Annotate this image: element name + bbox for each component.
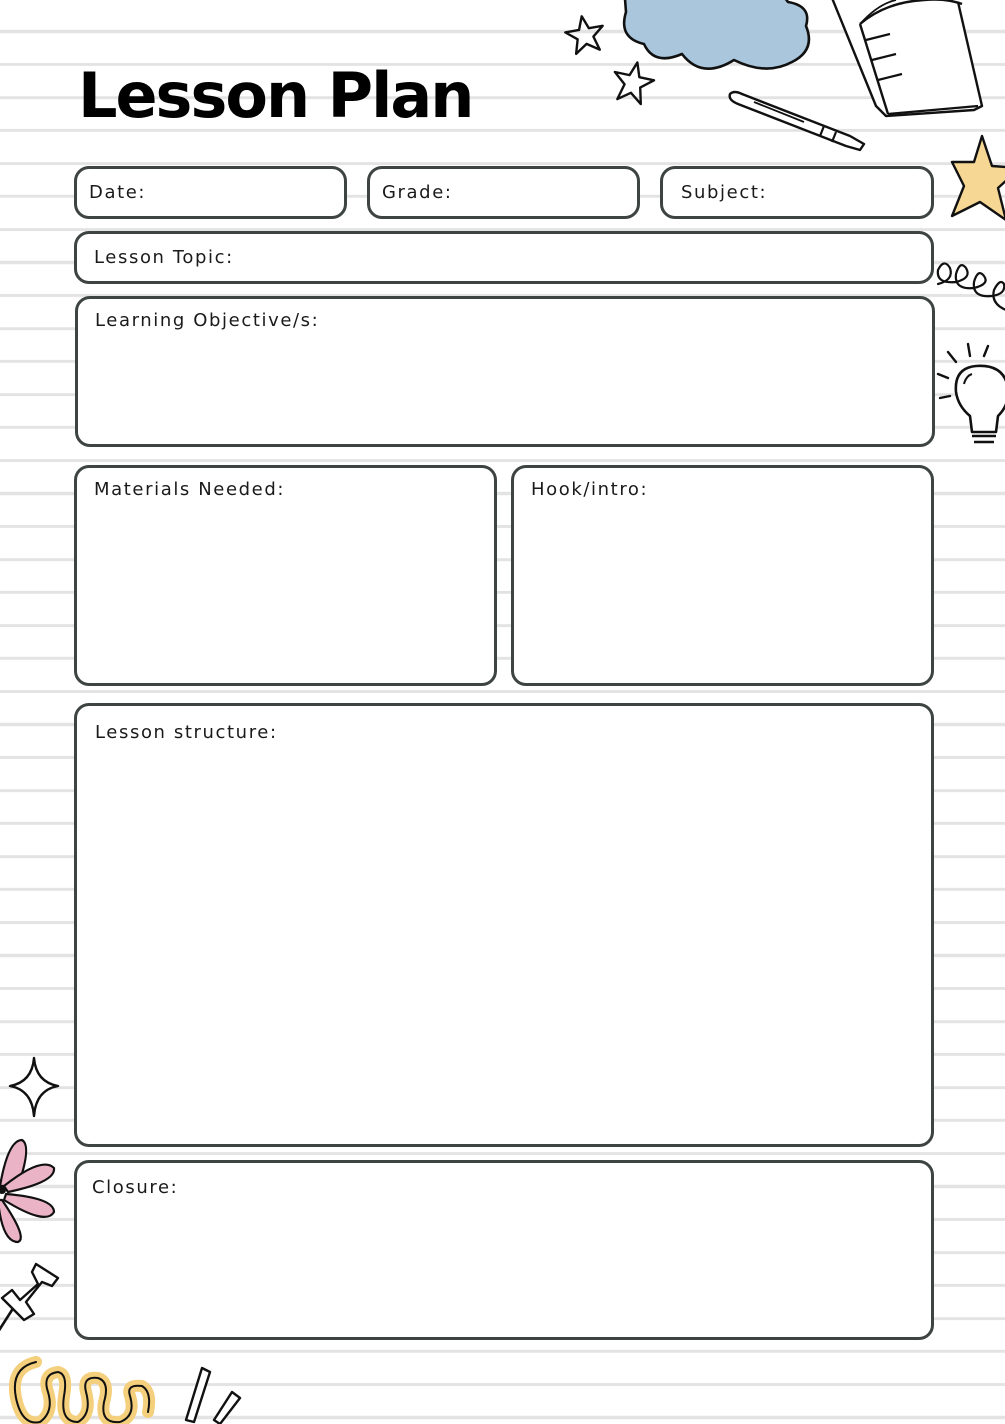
materials-needed-field[interactable] <box>74 465 497 686</box>
hook-intro-field[interactable] <box>511 465 934 686</box>
sparkle-icon <box>8 1056 60 1118</box>
star-yellow-icon <box>948 132 1005 224</box>
lesson-structure-field[interactable] <box>74 703 934 1147</box>
date-label: Date: <box>89 182 147 203</box>
closure-label: Closure: <box>92 1177 179 1198</box>
subject-field[interactable] <box>660 166 934 219</box>
lesson-topic-field[interactable] <box>74 231 934 284</box>
cloud-icon <box>616 0 816 82</box>
flower-icon <box>0 1134 62 1246</box>
lesson-structure-label: Lesson structure: <box>95 722 278 743</box>
spring-icon <box>934 254 1005 334</box>
lightbulb-icon <box>936 340 1005 450</box>
star-outline-icon <box>562 12 608 58</box>
learning-objectives-label: Learning Objective/s: <box>95 310 320 331</box>
materials-needed-label: Materials Needed: <box>94 479 286 500</box>
swirl-icon <box>6 1352 156 1424</box>
grade-label: Grade: <box>382 182 453 203</box>
date-field[interactable] <box>74 166 347 219</box>
grade-field[interactable] <box>367 166 640 219</box>
pen-icon <box>724 88 870 154</box>
lesson-topic-label: Lesson Topic: <box>94 247 234 268</box>
closure-field[interactable] <box>74 1160 934 1340</box>
tally-marks-icon <box>176 1364 246 1424</box>
pushpin-icon <box>0 1256 66 1338</box>
hook-intro-label: Hook/intro: <box>531 479 649 500</box>
subject-label: Subject: <box>681 182 768 203</box>
page-title: Lesson Plan <box>78 59 473 132</box>
learning-objectives-field[interactable] <box>75 296 935 447</box>
